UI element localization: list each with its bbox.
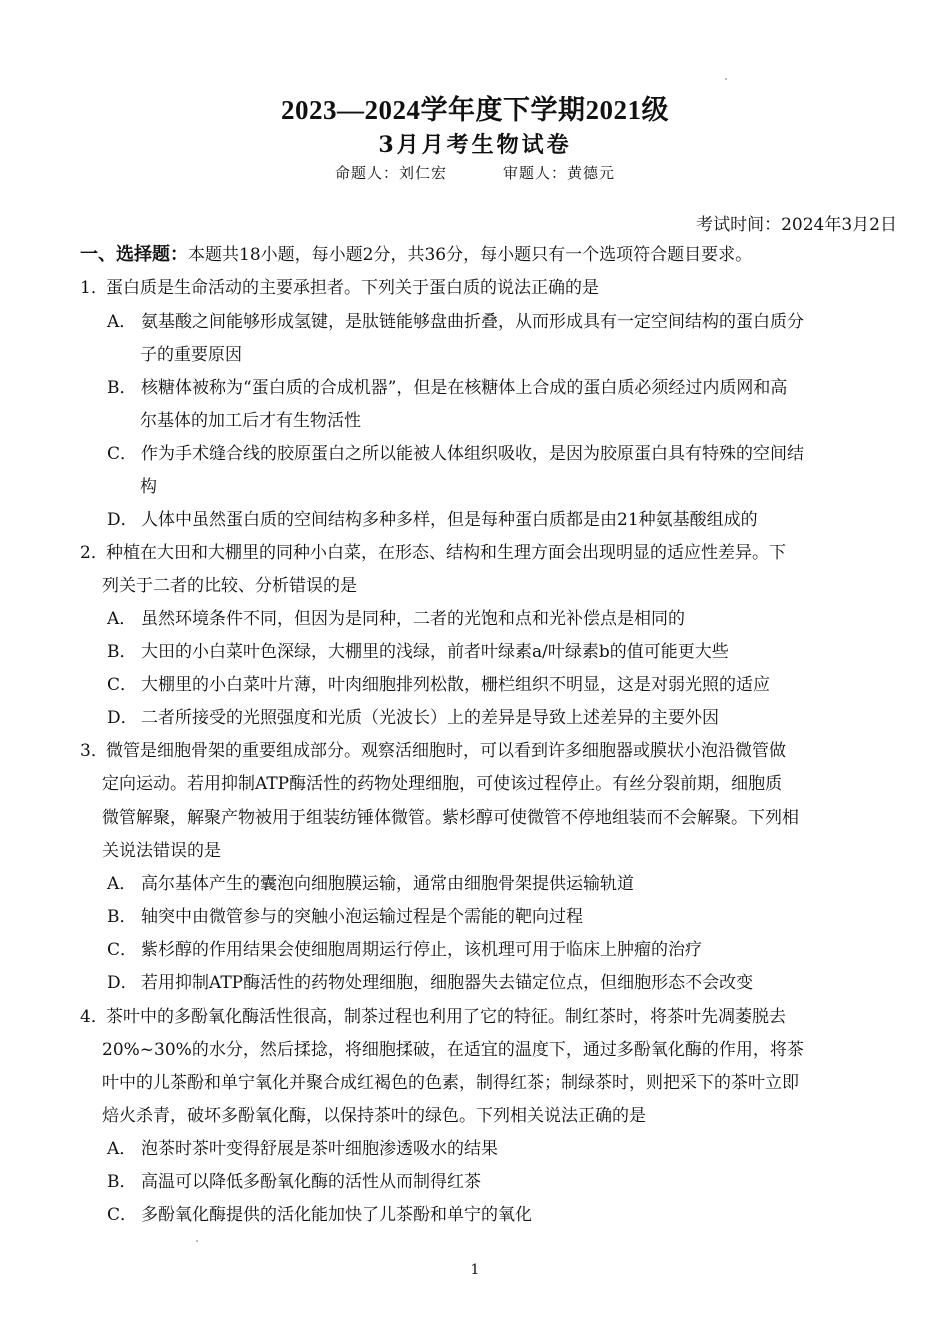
section-instruction: 本题共18小题，每小题2分，共36分，每小题只有一个选项符合题目要求。 [188,245,753,265]
reviewer: 审题人：黄德元 [503,164,616,182]
question-1-option-a: A． 氨基酸之间能够形成氢键，是肽链能够盘曲折叠，从而形成具有一定空间结构的蛋白质分 [107,312,804,332]
stem-continuation: 焙火杀青，破坏多酚氧化酶，以保持茶叶的绿色。下列相关说法正确的是 [102,1106,646,1126]
stem-continuation: 定向运动。若用抑制ATP酶活性的药物处理细胞，可使该过程停止。有丝分裂前期，细胞质 [102,774,783,794]
question-number: 4． [80,1007,108,1027]
option-label: C． [107,940,138,960]
option-label: D． [107,708,138,728]
question-3-option-b: B． 轴突中由微管参与的突触小泡运输过程是个需能的靶向过程 [107,907,583,927]
stem-continuation: 叶中的儿茶酚和单宁氧化并聚合成红褐色的色素，制得红茶；制绿茶时，则把采下的茶叶立即 [102,1073,799,1093]
question-4-option-b: B． 高温可以降低多酚氧化酶的活性从而制得红茶 [107,1172,481,1192]
exam-title: 2023—2024学年度下学期2021级 [281,95,669,125]
question-1-option-b: B． 核糖体被称为“蛋白质的合成机器”，但是在核糖体上合成的蛋白质必须经过内质网和高 [107,378,788,398]
option-label: A． [107,874,137,894]
option-label: A． [107,312,137,332]
option-label: D． [107,973,138,993]
option-label: A． [107,609,137,629]
question-2-option-a: A． 虽然环境条件不同，但因为是同种，二者的光饱和点和光补偿点是相同的 [107,609,685,629]
option-label: C． [107,675,138,695]
option-continuation: 子的重要原因 [140,345,242,365]
option-label: B． [107,378,137,398]
option-label: A． [107,1139,137,1159]
scan-speck [725,78,727,80]
author: 命题人：刘仁宏 [334,164,447,182]
question-4-option-c: C． 多酚氧化酶提供的活化能加快了儿茶酚和单宁的氧化 [107,1205,532,1225]
question-1-option-c: C． 作为手术缝合线的胶原蛋白之所以能被人体组织吸收，是因为胶原蛋白具有特殊的空间结 [107,444,804,464]
scan-speck [196,1240,198,1242]
question-2-option-d: D． 二者所接受的光照强度和光质（光波长）上的差异是导致上述差异的主要外因 [107,708,719,728]
question-3-option-d: D． 若用抑制ATP酶活性的药物处理细胞，细胞器失去锚定位点，但细胞形态不会改变 [107,973,754,993]
question-1-option-d: D． 人体中虽然蛋白质的空间结构多种多样，但是每种蛋白质都是由21种氨基酸组成的 [107,510,758,530]
option-continuation: 构 [140,477,157,497]
stem-continuation: 关说法错误的是 [102,841,221,861]
question-3-option-c: C． 紫杉醇的作用结果会使细胞周期运行停止，该机理可用于临床上肿瘤的治疗 [107,940,702,960]
stem-continuation: 20%~30%的水分，然后揉捻，将细胞揉破，在适宜的温度下，通过多酚氧化酶的作用，将茶 [102,1040,804,1060]
page-number: 1 [470,1262,480,1278]
exam-subtitle: 3月月考生物试卷 [378,132,572,158]
question-number: 1． [80,278,108,298]
section-title: 一、选择题： [80,244,188,265]
option-label: B． [107,907,137,927]
question-2-option-c: C． 大棚里的小白菜叶片薄，叶肉细胞排列松散，栅栏组织不明显，这是对弱光照的适应 [107,675,770,695]
question-number: 3． [80,741,108,761]
question-3-option-a: A． 高尔基体产生的囊泡向细胞膜运输，通常由细胞骨架提供运输轨道 [107,874,634,894]
question-number: 2． [80,543,108,563]
authors-line [0,162,950,183]
option-continuation: 尔基体的加工后才有生物活性 [140,411,361,431]
option-label: D． [107,510,138,530]
question-4-option-a: A． 泡茶时茶叶变得舒展是茶叶细胞渗透吸水的结果 [107,1139,498,1159]
option-label: B． [107,1172,137,1192]
question-4-stem: 4．茶叶中的多酚氧化酶活性很高，制茶过程也利用了它的特征。制红茶时，将茶叶先凋萎脱去 [80,1007,786,1027]
question-2-option-b: B． 大田的小白菜叶色深绿，大棚里的浅绿，前者叶绿素a/叶绿素b的值可能更大些 [107,642,729,662]
section-heading [80,243,752,267]
exam-time: 考试时间：2024年3月2日 [696,215,897,235]
question-2-stem: 2．种植在大田和大棚里的同种小白菜，在形态、结构和生理方面会出现明显的适应性差异。下 [80,543,786,563]
stem-continuation: 列关于二者的比较、分析错误的是 [102,576,357,596]
stem-continuation: 微管解聚，解聚产物被用于组装纺锤体微管。紫杉醇可使微管不停地组装而不会解聚。下列相 [102,808,799,828]
option-label: C． [107,444,138,464]
option-label: C． [107,1205,138,1225]
question-1-stem: 1．蛋白质是生命活动的主要承担者。下列关于蛋白质的说法正确的是 [80,278,599,298]
option-label: B． [107,642,137,662]
question-3-stem: 3．微管是细胞骨架的重要组成部分。观察活细胞时，可以看到许多细胞器或膜状小泡沿微管做 [80,741,786,761]
